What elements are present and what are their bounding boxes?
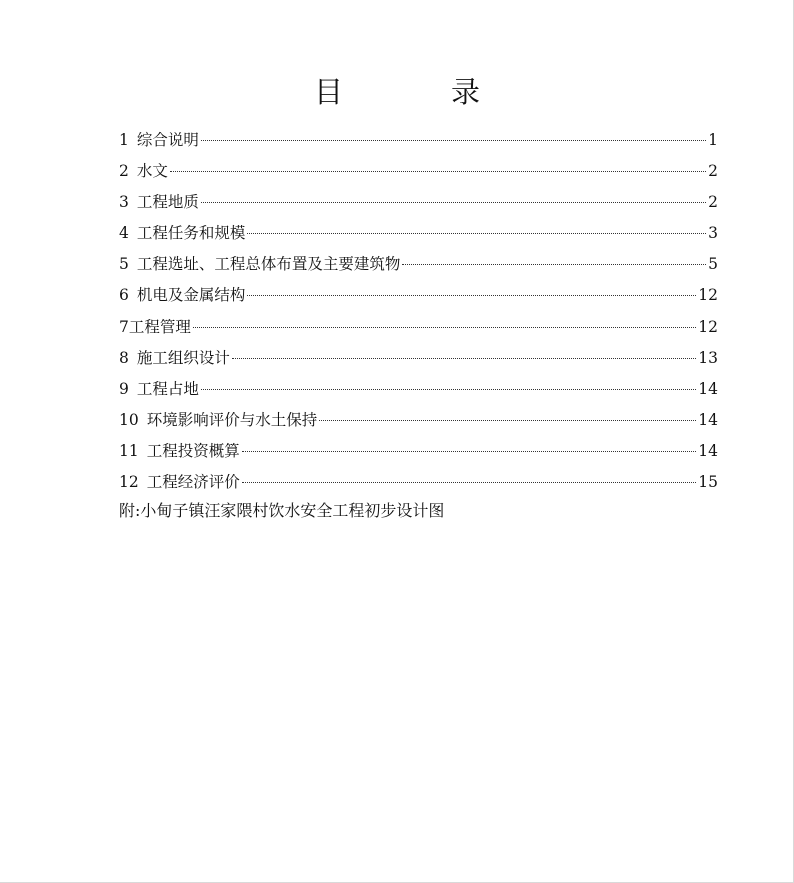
toc-entry[interactable] bbox=[119, 374, 718, 405]
toc-entry-label: 机电及金属结构 bbox=[136, 286, 246, 305]
toc-entry-number: 12 bbox=[119, 473, 139, 492]
toc-entry-number: 9 bbox=[119, 379, 129, 398]
toc-entry-label: 工程管理 bbox=[128, 317, 191, 336]
toc-entry[interactable] bbox=[119, 405, 718, 436]
toc-entry-number: 10 bbox=[119, 410, 139, 429]
toc-entry-page: 2 bbox=[708, 193, 718, 212]
toc-entry-number: 5 bbox=[119, 255, 129, 274]
toc-entry[interactable] bbox=[119, 187, 718, 218]
toc-entry-label: 工程选址、工程总体布置及主要建筑物 bbox=[136, 255, 401, 274]
toc-dot-leader bbox=[319, 419, 696, 421]
toc-dot-leader bbox=[242, 481, 697, 483]
toc-entry-number: 8 bbox=[119, 348, 129, 367]
toc-entry-page: 12 bbox=[698, 286, 718, 305]
toc-dot-leader bbox=[242, 450, 697, 452]
toc-entry-label: 环境影响评价与水土保持 bbox=[146, 410, 318, 429]
toc-entry-page: 14 bbox=[698, 379, 718, 398]
toc-dot-leader bbox=[402, 263, 706, 265]
toc-list bbox=[119, 125, 718, 498]
toc-title-char-1: 目 bbox=[313, 75, 343, 109]
toc-entry-label: 综合说明 bbox=[136, 131, 199, 149]
toc-entry-page: 13 bbox=[698, 348, 718, 367]
toc-entry-number: 11 bbox=[119, 441, 139, 460]
toc-dot-leader bbox=[201, 139, 706, 141]
toc-dot-leader bbox=[232, 357, 696, 359]
toc-entry-number: 7 bbox=[119, 317, 129, 336]
toc-entry-page: 15 bbox=[698, 473, 718, 492]
toc-entry-page: 2 bbox=[708, 162, 718, 181]
toc-entry[interactable] bbox=[119, 156, 718, 187]
toc-entry-label: 工程占地 bbox=[136, 379, 199, 398]
toc-entry-label: 水文 bbox=[136, 162, 168, 181]
toc-entry-label: 工程投资概算 bbox=[146, 441, 240, 460]
toc-entry-page: 12 bbox=[698, 317, 718, 336]
toc-entry-label: 施工组织设计 bbox=[136, 348, 230, 367]
toc-entry-page: 14 bbox=[698, 410, 718, 429]
toc-entry-number: 6 bbox=[119, 286, 129, 305]
toc-dot-leader bbox=[170, 170, 706, 172]
toc-entry-number: 1 bbox=[119, 131, 129, 149]
toc-entry-number: 3 bbox=[119, 193, 129, 212]
toc-entry[interactable] bbox=[119, 436, 718, 467]
toc-entry-page: 5 bbox=[708, 255, 718, 274]
toc-entry[interactable] bbox=[119, 218, 718, 249]
toc-dot-leader bbox=[193, 326, 696, 328]
toc-entry-number: 4 bbox=[119, 224, 129, 243]
toc-entry[interactable] bbox=[119, 343, 718, 374]
toc-entry[interactable] bbox=[119, 125, 718, 156]
toc-entry[interactable] bbox=[119, 280, 718, 311]
toc-title-char-2: 录 bbox=[451, 75, 481, 109]
toc-dot-leader bbox=[201, 201, 706, 203]
toc-entry-number: 2 bbox=[119, 162, 129, 181]
toc-entry-page: 1 bbox=[708, 131, 718, 149]
toc-entry[interactable] bbox=[119, 312, 718, 343]
toc-entry[interactable] bbox=[119, 249, 718, 280]
toc-entry-label: 工程地质 bbox=[136, 193, 199, 212]
toc-entry[interactable] bbox=[119, 467, 718, 498]
toc-entry-label: 工程任务和规模 bbox=[136, 224, 246, 243]
toc-entry-page: 14 bbox=[698, 441, 718, 460]
toc-dot-leader bbox=[247, 232, 706, 234]
toc-dot-leader bbox=[247, 294, 696, 296]
toc-entry-label: 工程经济评价 bbox=[146, 473, 240, 492]
toc-title bbox=[0, 72, 794, 112]
appendix-note: 附:小甸子镇汪家隈村饮水安全工程初步设计图 bbox=[119, 501, 445, 520]
toc-entry-page: 3 bbox=[708, 224, 718, 243]
toc-dot-leader bbox=[201, 388, 696, 390]
